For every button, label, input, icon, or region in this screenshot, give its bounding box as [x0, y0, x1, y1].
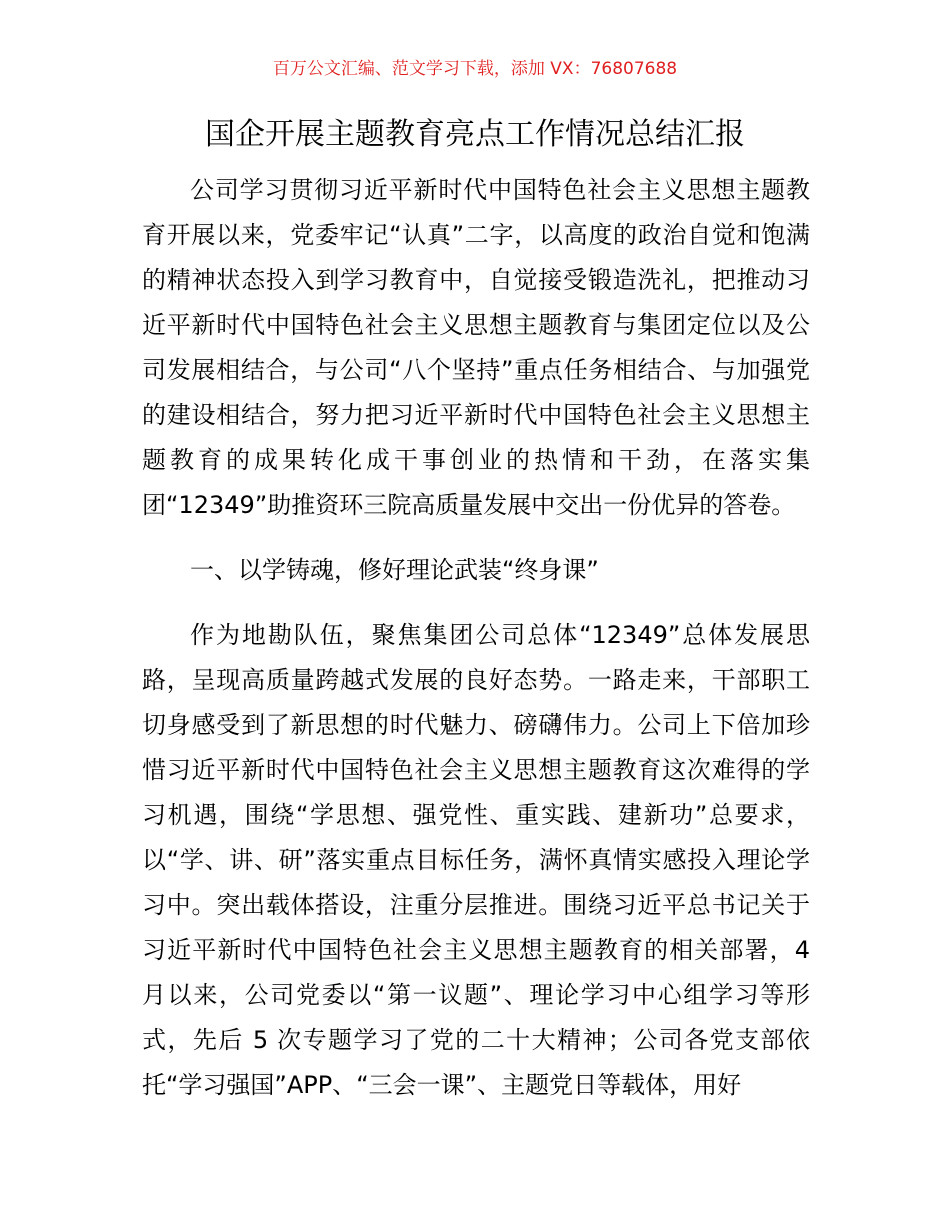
header-note: 百万公文汇编、范文学习下载，添加 VX：76807688 — [272, 59, 678, 79]
document-title: 国企开展主题教育亮点工作情况总结汇报 — [205, 117, 745, 152]
section-heading-1: 一、以学铸魂，修好理论武装“终身课” — [190, 556, 599, 584]
document-body — [142, 168, 810, 1108]
paragraph-intro: 公司学习贯彻习近平新时代中国特色社会主义思想主题教育开展以来，党委牢记“认真”二字，以高度的政治自觉和饱满的精神状态投入到学习教育中，自觉接受锻造洗礼，把推动习近平新时代中国特色社会主义思想主题教育与集团定位以及公司发展相结合，与公司“八个坚持”重点任务相结合、与加强党的建设相结合，努力把习近平新时代中国特色社会主义思想主题教育的成果转化成干事创业的热情和干劲，在落实集团“12349”助推资环三院高质量发展中交出一份优异的答卷。 — [142, 176, 810, 519]
paragraph-section-1: 作为地勘队伍，聚焦集团公司总体“12349”总体发展思路，呈现高质量跨越式发展的良好态势。一路走来，干部职工切身感受到了新思想的时代魅力、磅礴伟力。公司上下倍加珍惜习近平新时代中国特色社会主义思想主题教育这次难得的学习机遇，围绕“学思想、强党性、重实践、建新功”总要求，以“学、讲、研”落实重点目标任务，满怀真情实感投入理论学习中。突出载体搭设，注重分层推进。围绕习近平总书记关于习近平新时代中国特色社会主义思想主题教育的相关部署，4 月以来，公司党委以“第一议题”、理论学习中心组学习等形式，先后 5 次专题学习了党的二十大精神；公司各党支部依托“学习强国”APP、“三会一课”、主题党日等载体，用好 — [142, 621, 810, 1099]
